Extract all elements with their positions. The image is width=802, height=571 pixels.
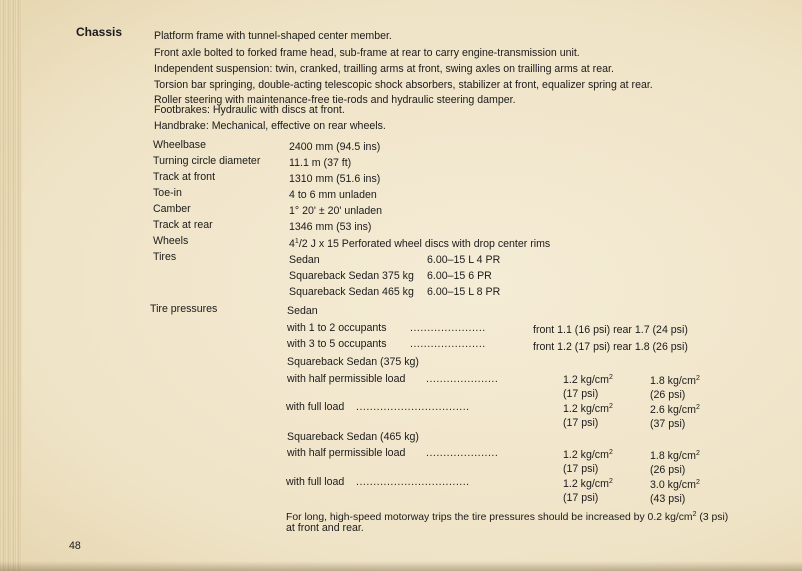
front-pressure: 1.2 $kg/cm^2$ bbox=[563, 478, 613, 490]
pressure-group-title: Squareback Sedan (465 kg) bbox=[287, 431, 419, 443]
tire-size: 6.00–15 6 PR bbox=[427, 270, 492, 282]
tire-pressures-label: Tire pressures bbox=[150, 303, 218, 315]
dot-leader: ................................. bbox=[356, 401, 470, 413]
front-pressure-psi: (17 psi) bbox=[563, 463, 599, 475]
rear-pressure-psi: (43 psi) bbox=[650, 493, 686, 505]
spec-value: 1° 20' ± 20' unladen bbox=[289, 205, 383, 217]
tire-model: Squareback Sedan 375 kg bbox=[289, 270, 414, 282]
pressure-note-line2: at front and rear. bbox=[286, 522, 364, 534]
spec-label: Track at rear bbox=[153, 219, 213, 231]
tire-model: Squareback Sedan 465 kg bbox=[289, 286, 414, 298]
rear-pressure: 2.6 $kg/cm^2$ bbox=[650, 404, 700, 416]
description-line: Footbrakes: Hydraulic with discs at front. bbox=[154, 104, 345, 116]
spec-label: Wheels bbox=[153, 235, 189, 247]
spec-value: 11.1 m (37 ft) bbox=[289, 157, 352, 169]
pressure-load: with full load bbox=[286, 476, 345, 488]
pressure-load: with half permissible load bbox=[287, 447, 406, 459]
pressure-value: front 1.1 (16 psi) rear 1.7 (24 psi) bbox=[533, 324, 688, 336]
pressure-note: For long, high-speed motorway trips the tire pressures should be increased by 0.2 $kg/cm^2$ (3 psi) bbox=[286, 511, 729, 523]
pressure-load: with full load bbox=[286, 401, 345, 413]
rear-pressure: 1.8 $kg/cm^2$ bbox=[650, 375, 700, 387]
description-line: Roller steering with maintenance-free tie-rods and hydraulic steering damper. bbox=[154, 94, 516, 106]
rear-pressure-psi: (26 psi) bbox=[650, 464, 686, 476]
section-heading: Chassis bbox=[76, 25, 123, 39]
dot-leader: ...................... bbox=[410, 338, 486, 350]
pressure-load: with 1 to 2 occupants bbox=[287, 322, 387, 334]
pressure-value: front 1.2 (17 psi) rear 1.8 (26 psi) bbox=[533, 341, 688, 353]
rear-pressure: 3.0 $kg/cm^2$ bbox=[650, 479, 700, 491]
spec-label: Toe-in bbox=[153, 187, 182, 199]
spec-value: 4 to 6 mm unladen bbox=[289, 189, 377, 201]
description-line: Torsion bar springing, double-acting telescopic shock absorbers, stabilizer at front, equalizer spring at rear. bbox=[154, 79, 653, 91]
rear-pressure: 1.8 $kg/cm^2$ bbox=[650, 450, 700, 462]
spec-value: 2400 mm (94.5 ins) bbox=[289, 141, 381, 153]
spec-label: Turning circle diameter bbox=[153, 155, 261, 167]
tire-model: Sedan bbox=[289, 254, 320, 266]
dot-leader: ................................. bbox=[356, 476, 470, 488]
spec-label: Wheelbase bbox=[153, 139, 206, 151]
dot-leader: ...................... bbox=[410, 322, 486, 334]
tire-size: 6.00–15 L 8 PR bbox=[427, 286, 501, 298]
tire-size: 6.00–15 L 4 PR bbox=[427, 254, 501, 266]
tires-label: Tires bbox=[153, 251, 177, 263]
page-edge-stack bbox=[0, 0, 22, 571]
spec-value: 1310 mm (51.6 ins) bbox=[289, 173, 381, 185]
rear-pressure-psi: (37 psi) bbox=[650, 418, 686, 430]
spec-label: Camber bbox=[153, 203, 191, 215]
front-pressure-psi: (17 psi) bbox=[563, 492, 599, 504]
front-pressure: 1.2 $kg/cm^2$ bbox=[563, 374, 613, 386]
description-line: Handbrake: Mechanical, effective on rear wheels. bbox=[154, 120, 386, 132]
dot-leader: ..................... bbox=[426, 447, 499, 459]
front-pressure-psi: (17 psi) bbox=[563, 388, 599, 400]
pressure-load: with half permissible load bbox=[287, 373, 406, 385]
front-pressure-psi: (17 psi) bbox=[563, 417, 599, 429]
front-pressure: 1.2 $kg/cm^2$ bbox=[563, 449, 613, 461]
pressure-group-title: Squareback Sedan (375 kg) bbox=[287, 356, 419, 368]
description-line: Independent suspension: twin, cranked, trailling arms at front, swing axles on trailling arms at rear. bbox=[154, 63, 614, 75]
front-pressure: 1.2 $kg/cm^2$ bbox=[563, 403, 613, 415]
pressure-group-title: Sedan bbox=[287, 305, 318, 317]
spec-label: Track at front bbox=[153, 171, 216, 183]
page-number: 48 bbox=[69, 540, 81, 552]
pressure-load: with 3 to 5 occupants bbox=[287, 338, 387, 350]
spec-value: $4^1/2$ J x 15 Perforated wheel discs with drop center rims bbox=[289, 238, 551, 250]
dot-leader: ..................... bbox=[426, 373, 499, 385]
spec-value: 1346 mm (53 ins) bbox=[289, 221, 372, 233]
description-line: Platform frame with tunnel-shaped center member. bbox=[154, 30, 392, 42]
description-line: Front axle bolted to forked frame head, sub-frame at rear to carry engine-transmission unit. bbox=[154, 47, 580, 59]
rear-pressure-psi: (26 psi) bbox=[650, 389, 686, 401]
page-shadow bbox=[0, 561, 802, 571]
